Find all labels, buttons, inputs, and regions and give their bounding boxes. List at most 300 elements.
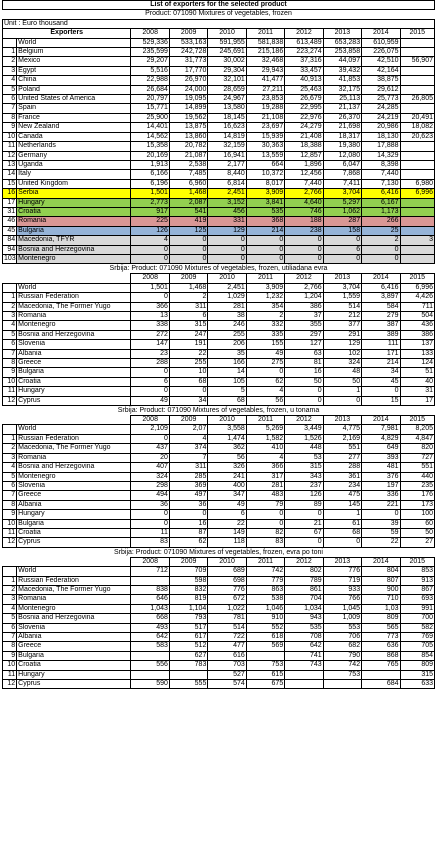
row-index: 11 [3,387,17,396]
cell-value: 1,045 [323,604,361,613]
cell-value: 26,970 [169,76,207,85]
cell-value: 49 [208,500,246,509]
row-name: Cyprus [17,538,131,547]
row-index: 15 [3,179,17,188]
row-name: World [17,425,131,434]
row-name: Spain [17,104,131,113]
cell-value: 1,501 [131,189,169,198]
cell-value: 1,043 [131,604,169,613]
row-name: Slovenia [17,481,131,490]
row-name: Poland [17,85,131,94]
cell-value: 769 [400,633,434,642]
table-row [3,368,435,377]
cell-value: 456 [208,207,246,216]
cell-value: 804 [362,567,400,576]
cell-value: 407 [131,463,169,472]
row-name: Croatia [17,661,131,670]
row-index: 6 [3,340,17,349]
row-name: United States of America [17,95,131,104]
row-name: Romania [17,312,131,321]
cell-value: 188 [285,217,323,226]
cell-value: 36 [169,500,207,509]
cell-value: 4,426 [400,293,434,302]
cell-value: 247 [169,330,207,339]
row-name: Macedonia, The Former Yugo [17,444,131,453]
cell-value: 26,805 [400,95,434,104]
cell-value: 44,097 [323,57,361,66]
cell-value: 14,401 [131,123,169,132]
cell-value: 49 [131,396,169,405]
table-row [3,207,435,216]
cell-value: 832 [169,585,207,594]
table-row [3,500,435,509]
cell-value: 675 [246,680,284,689]
cell-value: 24,967 [208,95,246,104]
cell-value: 118 [208,538,246,547]
cell-value: 387 [362,321,400,330]
cell-value: 56 [208,453,246,462]
table-row [3,189,435,198]
cell-value: 338 [131,321,169,330]
table-row [3,510,435,519]
cell-value: 776 [323,567,361,576]
cell-value: 910 [246,614,284,623]
year-header: 2015 [400,557,434,566]
cell-value: 535 [246,207,284,216]
table-row [3,434,435,443]
table-row [3,132,435,141]
cell-value: 272 [131,330,169,339]
cell-value: 14,562 [131,132,169,141]
cell-value: 1,501 [131,283,169,292]
cell-value: 67 [285,528,323,537]
cell-value: 291 [323,330,361,339]
cell-value: 368 [246,217,284,226]
table-row [3,472,435,481]
cell-value: 13,875 [169,123,207,132]
table-row [3,387,435,396]
cell-value: 245,691 [208,48,246,57]
table-row [3,642,435,651]
year-header: 2012 [285,274,323,283]
cell-value: 42,510 [362,57,400,66]
cell-value: 4,775 [323,425,361,434]
row-name: Greece [17,359,131,368]
header-row [3,274,435,283]
cell-value: 807 [362,576,400,585]
cell-value: 14,329 [362,151,400,160]
table-row [3,170,435,179]
cell-value: 0 [169,236,207,245]
cell-value: 0 [131,434,169,443]
year-header: 2008 [131,557,169,566]
row-name: Egypt [17,66,131,75]
row-index: 7 [3,491,17,500]
row-index [3,283,17,292]
cell-value: 39 [362,519,400,528]
cell-value: 0 [131,245,169,254]
cell-value [169,670,207,679]
cell-value: 0 [285,538,323,547]
cell-value: 481 [362,463,400,472]
row-name: Romania [17,595,131,604]
row-name: Uganda [17,160,131,169]
year-header: 2009 [169,557,207,566]
cell-value: 854 [400,651,434,660]
table-row [3,585,435,594]
product-row [3,10,435,19]
cell-value: 627 [169,651,207,660]
row-index: 9 [3,510,17,519]
row-name: Hungary [17,510,131,519]
cell-value: 324 [131,472,169,481]
table-row [3,254,435,263]
cell-value: 743 [285,661,323,670]
cell-value: 155 [246,340,284,349]
cell-value: 60 [400,519,434,528]
cell-value: 238 [285,226,323,235]
table-row [3,349,435,358]
cell-value: 0 [323,236,361,245]
cell-value: 706 [323,633,361,642]
cell-value: 332 [246,321,284,330]
cell-value: 14 [208,368,246,377]
row-index: 31 [3,207,17,216]
cell-value: 0 [131,519,169,528]
cell-value: 517 [169,623,207,632]
cell-value: 221 [362,500,400,509]
table-row [3,340,435,349]
cell-value: 21,137 [323,104,361,113]
cell-value: 12,456 [285,170,323,179]
cell-value: 0 [323,396,361,405]
cell-value [362,670,400,679]
cell-value: 22,995 [285,104,323,113]
cell-value: 642 [131,633,169,642]
table-row [3,614,435,623]
cell-value: 1,468 [169,189,207,198]
row-index: 3 [3,312,17,321]
cell-value: 377 [323,321,361,330]
cell-value: 288 [131,359,169,368]
row-index: 3 [3,66,17,75]
cell-value: 68 [169,377,207,386]
cell-value [400,170,434,179]
cell-value: 2,07 [169,425,207,434]
table-row [3,604,435,613]
cell-value: 917 [131,207,169,216]
cell-value: 6,996 [400,283,434,292]
cell-value: 53 [285,453,323,462]
year-header: 2010 [208,29,246,38]
cell-value: 315 [400,670,434,679]
cell-value: 347 [208,491,246,500]
cell-value: 173 [400,500,434,509]
cell-value: 419 [169,217,207,226]
cell-value: 0 [323,254,361,263]
cell-value: 664 [246,160,284,169]
row-index: 45 [3,226,17,235]
row-index: 2 [3,57,17,66]
cell-value: 0 [246,368,284,377]
cell-value: 331 [208,217,246,226]
cell-value: 297 [285,330,323,339]
cell-value: 0 [246,236,284,245]
cell-value: 56,907 [400,57,434,66]
table-row [3,623,435,632]
cell-value: 82 [246,528,284,537]
cell-value: 6,980 [400,179,434,188]
row-index: 12 [3,396,17,405]
cell-value: 18,130 [362,132,400,141]
cell-value: 24,285 [362,104,400,113]
cell-value: 14,819 [208,132,246,141]
cell-value: 16 [285,368,323,377]
cell-value: 565 [362,623,400,632]
cell-value: 746 [285,207,323,216]
cell-value: 214 [362,359,400,368]
cell-value: 79 [246,500,284,509]
cell-value [131,651,169,660]
cell-value: 0 [362,254,400,263]
row-name: Slovenia [17,340,131,349]
cell-value: 62 [169,538,207,547]
row-name: Hungary [17,198,131,207]
cell-value [131,670,169,679]
cell-value: 197 [362,481,400,490]
cell-value: 127 [285,340,323,349]
cell-value [400,142,434,151]
row-index [3,567,17,576]
cell-value: 288 [323,463,361,472]
table-row [3,38,435,47]
cell-value: 13 [131,312,169,321]
cell-value: 410 [246,444,284,453]
cell-value: 7,440 [362,170,400,179]
cell-value: 1,022 [208,604,246,613]
row-name: Hungary [17,670,131,679]
cell-value: 37 [285,312,323,321]
cell-value: 4 [246,387,284,396]
cell-value: 176 [400,491,434,500]
cell-value: 362 [208,444,246,453]
cell-value: 742 [323,661,361,670]
cell-value: 158 [323,226,361,235]
cell-value: 361 [323,472,361,481]
cell-value: 1,034 [285,604,323,613]
cell-value: 26,684 [131,85,169,94]
cell-value: 494 [131,491,169,500]
cell-value: 4 [131,236,169,245]
table-row [3,151,435,160]
cell-value: 1,913 [131,160,169,169]
year-header: 2014 [362,416,400,425]
cell-value: 569 [246,642,284,651]
year-header: 2013 [323,29,361,38]
cell-value: 991 [400,604,434,613]
cell-value: 3 [400,236,434,245]
cell-value: 298 [131,481,169,490]
cell-value [400,104,434,113]
cell-value: 504 [400,312,434,321]
cell-value: 1,559 [323,293,361,302]
cell-value: 355 [285,321,323,330]
table-row [3,463,435,472]
row-index: 94 [3,245,17,254]
cell-value: 366 [246,463,284,472]
cell-value: 25,900 [131,113,169,122]
table-row [3,576,435,585]
cell-value: 820 [400,444,434,453]
cell-value [400,198,434,207]
cell-value: 287 [323,217,361,226]
section-title-price: Srbija: Product: 071090 Mixtures of vegetables, frozen, evra po toni [114,548,323,556]
cell-value: 145 [323,500,361,509]
cell-value: 556 [131,661,169,670]
cell-value: 610,959 [362,38,400,47]
cell-value: 2,109 [131,425,169,434]
row-name: Bulgaria [17,368,131,377]
row-index: 9 [3,651,17,660]
cell-value: 41,477 [246,76,284,85]
cell-value: 0 [323,538,361,547]
table-row [3,283,435,292]
cell-value: 223,274 [285,48,323,57]
cell-value: 1,896 [285,160,323,169]
cell-value: 27,211 [246,85,284,94]
cell-value: 6 [131,377,169,386]
row-name: Bulgaria [17,226,131,235]
row-index: 3 [3,595,17,604]
row-index [3,38,17,47]
cell-value: 477 [208,642,246,651]
row-index: 6 [3,95,17,104]
cell-value: 89 [285,500,323,509]
cell-value: 541 [169,207,207,216]
cell-value: 10,372 [246,170,284,179]
cell-value: 235 [400,481,434,490]
cell-value: 18,145 [208,113,246,122]
cell-value: 191 [169,340,207,349]
table-row [3,160,435,169]
cell-value: 3,841 [246,198,284,207]
cell-value: 50 [400,528,434,537]
year-header: 2014 [362,274,400,283]
cell-value: 31,773 [169,57,207,66]
cell-value: 5,516 [131,66,169,75]
cell-value: 4 [169,434,207,443]
cell-value: 50 [323,377,361,386]
table-row [3,293,435,302]
cell-value: 29,207 [131,57,169,66]
cell-value: 0 [246,510,284,519]
year-header: 2011 [246,274,284,283]
cell-value: 3,704 [323,283,361,292]
cell-value: 83 [131,538,169,547]
cell-value: 6 [169,312,207,321]
cell-value: 225 [131,217,169,226]
cell-value: 838 [131,585,169,594]
row-index: 8 [3,500,17,509]
cell-value: 6,814 [208,179,246,188]
cell-value: 514 [323,302,361,311]
cell-value [400,245,434,254]
cell-value: 475 [323,491,361,500]
cell-value: 315 [285,463,323,472]
cell-value: 63 [285,349,323,358]
cell-value [400,38,434,47]
cell-value: 2,177 [208,160,246,169]
cell-value: 4,829 [362,434,400,443]
year-header: 2008 [131,416,169,425]
cell-value: 0 [131,293,169,302]
table-row [3,76,435,85]
cell-value: 617 [169,633,207,642]
row-index: 12 [3,538,17,547]
row-name: Macedonia, The Former Yugo [17,302,131,311]
cell-value: 1,232 [246,293,284,302]
cell-value: 32,175 [323,85,361,94]
cell-value: 853 [400,567,434,576]
cell-value: 6 [208,510,246,519]
row-name: Montenegro [17,254,131,263]
cell-value: 7,411 [323,179,361,188]
cell-value: 214 [246,226,284,235]
table-row [3,519,435,528]
cell-value: 809 [400,661,434,670]
cell-value: 10 [169,368,207,377]
cell-value: 36 [131,500,169,509]
cell-value: 6,416 [362,283,400,292]
year-header: 2014 [362,557,400,566]
cell-value: 2,087 [169,198,207,207]
cell-value: 867 [400,585,434,594]
cell-value: 512 [169,642,207,651]
cell-value: 317 [246,472,284,481]
cell-value: 22 [208,519,246,528]
table-row [3,651,435,660]
row-index: 5 [3,614,17,623]
cell-value: 366 [131,302,169,311]
cell-value [285,670,323,679]
cell-value: 30,002 [208,57,246,66]
cell-value: 83 [246,538,284,547]
cell-value: 246 [208,321,246,330]
table-row [3,425,435,434]
table-row [3,66,435,75]
cell-value [400,226,434,235]
table-row [3,491,435,500]
cell-value: 668 [131,614,169,623]
table-row [3,312,435,321]
cell-value: 15 [362,396,400,405]
unit-label: Unit : Euro thousand [3,19,435,28]
cell-value: 551 [400,463,434,472]
cell-value: 35 [208,349,246,358]
cell-value: 255 [169,359,207,368]
cell-value: 18,082 [400,123,434,132]
cell-value: 39,432 [323,66,361,75]
row-name: Canada [17,132,131,141]
row-index: 10 [3,661,17,670]
cell-value: 311 [169,463,207,472]
cell-value: 722 [208,633,246,642]
cell-value [400,85,434,94]
cell-value: 8,440 [208,170,246,179]
cell-value: 0 [208,254,246,263]
cell-value: 1,173 [362,207,400,216]
cell-value: 793 [169,614,207,623]
